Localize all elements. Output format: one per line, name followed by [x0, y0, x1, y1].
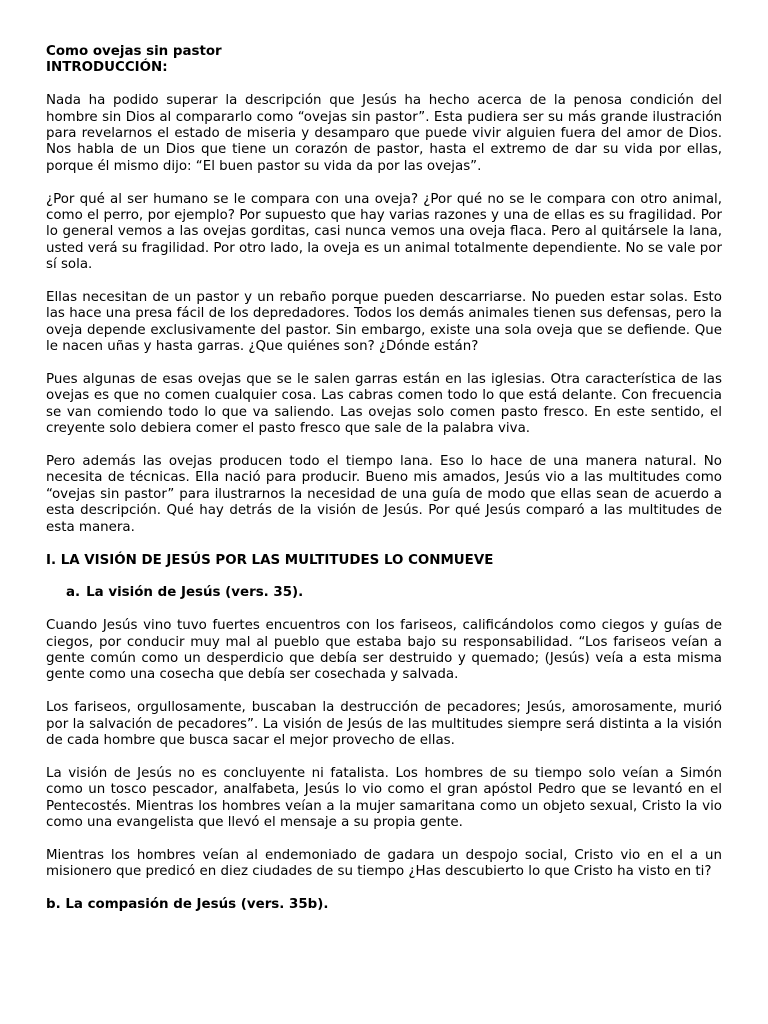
intro-paragraph-3: Ellas necesitan de un pastor y un rebaño porque pueden descarriarse. No pueden estar solas. Esto las hace una presa fácil de los depredadores. Todos los demás animales tienen sus defensas, pero la oveja depende exclusivamente del pastor. Sin embargo, existe una sola oveja que se defiende. Que le nacen uñas y hasta garras. ¿Que quiénes son? ¿Dónde están?: [46, 290, 722, 355]
section-1-paragraph-4: Mientras los hombres veían al endemoniado de gadara un despojo social, Cristo vio en el a un misionero que predicó en diez ciudades de su tiempo ¿Has descubierto lo que Cristo ha visto en ti?: [46, 847, 722, 880]
subsection-a-marker: a.: [66, 585, 81, 601]
document-page: [46, 44, 722, 913]
document-title: Como ovejas sin pastor: [46, 44, 222, 59]
section-1-paragraph-2: Los fariseos, orgullosamente, buscaban la destrucción de pecadores; Jesús, amorosamente, murió por la salvación de pecadores”. La visión de Jesús de las multitudes siempre será distinta a la visión de cada hombre que busca sacar el mejor provecho de ellas.: [46, 700, 722, 748]
intro-paragraph-4: Pues algunas de esas ovejas que se le salen garras están en las iglesias. Otra característica de las ovejas es que no comen cualquier cosa. Las cabras comen todo lo que está delante. Con frecuencia se van comiendo todo lo que va saliendo. Las ovejas solo comen pasto fresco. En este sentido, el creyente solo debiera comer el pasto fresco que sale de la palabra viva.: [46, 372, 722, 437]
intro-paragraph-2: ¿Por qué al ser humano se le compara con una oveja? ¿Por qué no se le compara con otro animal, como el perro, por ejemplo? Por supuesto que hay varias razones y una de ellas es su fragilidad. Por lo general vemos a las ovejas gorditas, casi nunca vemos una oveja flaca. Pero al quitársele la lana, usted verá su fragilidad. Por otro lado, la oveja es un animal totalmente dependiente. No se vale por sí sola.: [46, 191, 722, 273]
section-1-paragraph-1: Cuando Jesús vino tuvo fuertes encuentros con los fariseos, calificándolos como ciegos y guías de ciegos, por conducir muy mal al pueblo que estaba bajo su responsabilidad. “Los fariseos veían a gente común como un desperdicio que debía ser destruido y quemado; (Jesús) veía a esta misma gente como una cosecha que debía ser cosechada y salvada.: [46, 618, 722, 683]
section-1-paragraph-3: La visión de Jesús no es concluyente ni fatalista. Los hombres de su tiempo solo veían a Simón como un tosco pescador, analfabeta, Jesús lo vio como el gran apóstol Pedro que se levantó en el Pentecostés. Mientras los hombres veían a la mujer samaritana como un objeto sexual, Cristo la vio como una evangelista que llevó el mensaje a su propia gente.: [46, 765, 722, 830]
subsection-a-title: La visión de Jesús (vers. 35).: [86, 585, 304, 601]
intro-paragraph-1: Nada ha podido superar la descripción que Jesús ha hecho acerca de la penosa condición del hombre sin Dios al compararlo como “ovejas sin pastor”. Esta pudiera ser su más grande ilustración para revelarnos el estado de miseria y desamparo que puede vivir alguien fuera del amor de Dios. Nos habla de un Dios que tiene un corazón de pastor, hasta el extremo de dar su vida por ellas, porque él mismo dijo: “El buen pastor su vida da por las ovejas”.: [46, 93, 722, 174]
intro-paragraph-5: Pero además las ovejas producen todo el tiempo lana. Eso lo hace de una manera natural. No necesita de técnicas. Ella nació para producir. Bueno mis amados, Jesús vio a las multitudes como “ovejas sin pastor” para ilustrarnos la necesidad de una guía de modo que ellas sean de acuerdo a esta descripción. Qué hay detrás de la visión de Jesús. Por qué Jesús comparó a las multitudes de esta manera.: [46, 454, 722, 535]
intro-heading: INTRODUCCIÓN:: [46, 60, 168, 76]
subsection-b-heading: b. La compasión de Jesús (vers. 35b).: [46, 896, 329, 912]
subsection-a-heading: [46, 585, 722, 601]
section-1-heading: I. LA VISIÓN DE JESÚS POR LAS MULTITUDES LO CONMUEVE: [46, 552, 494, 568]
